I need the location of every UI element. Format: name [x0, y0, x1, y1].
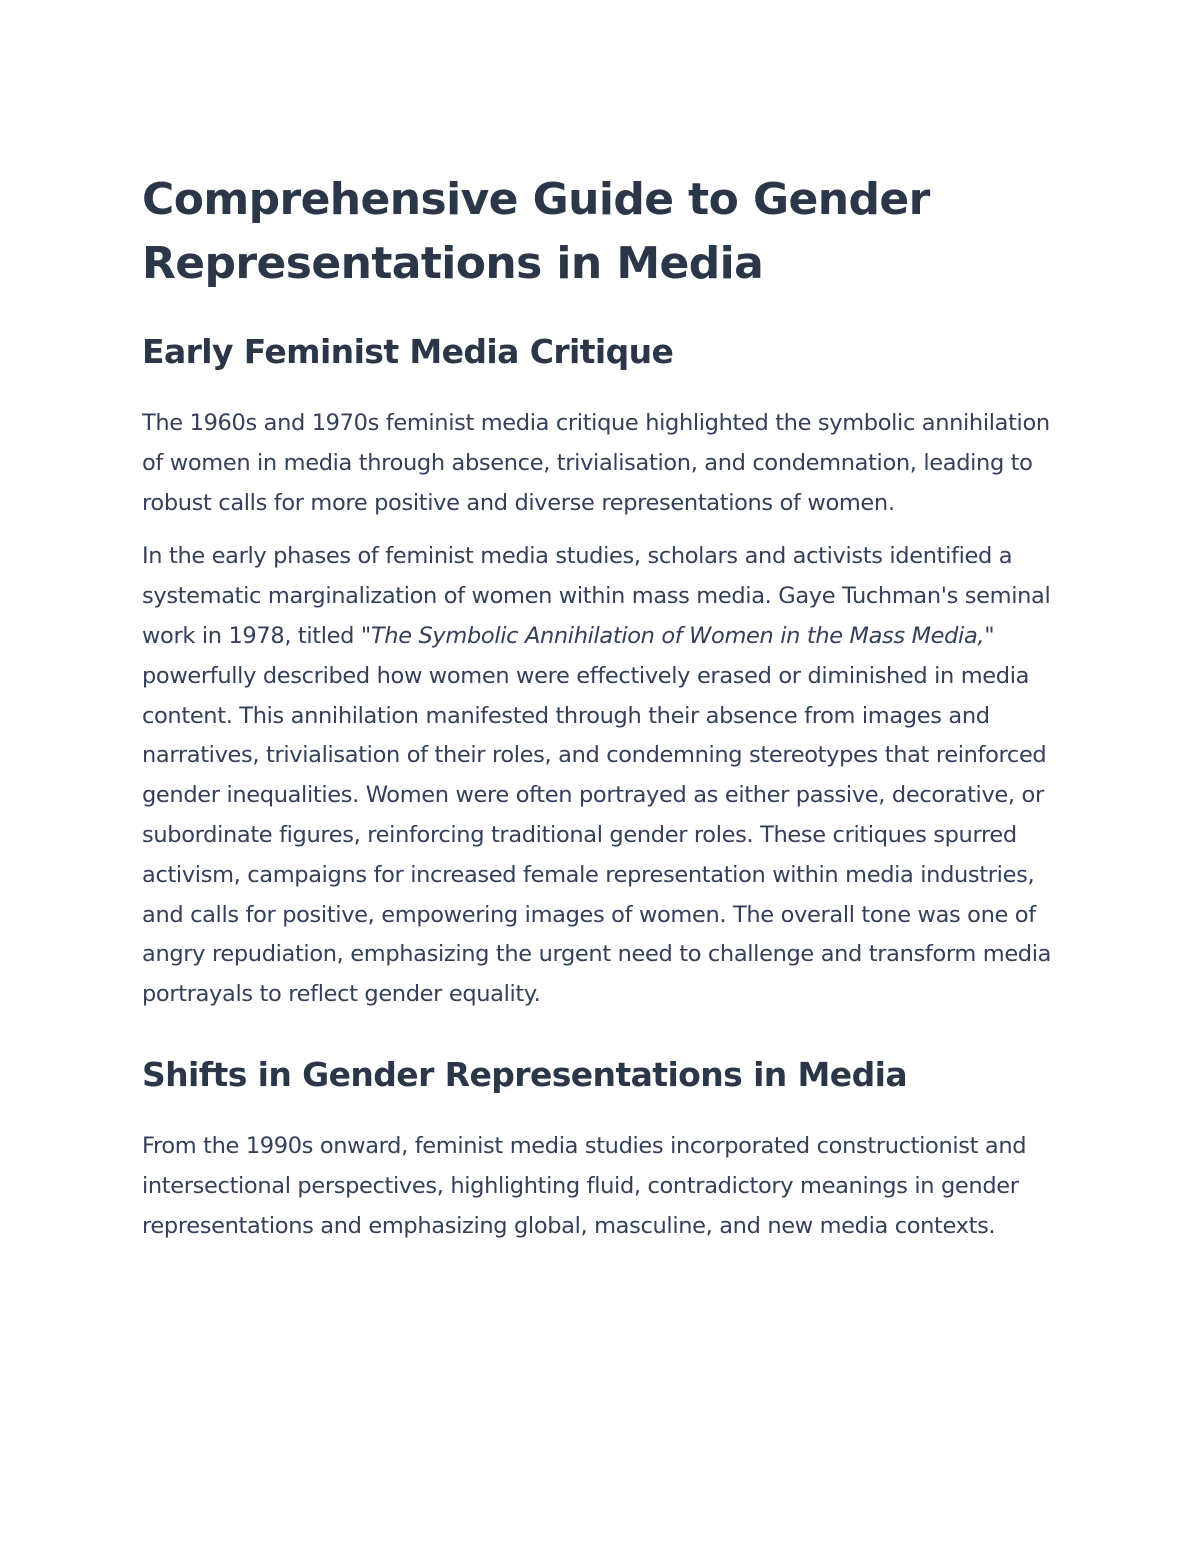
section-body-paragraph — [142, 537, 1062, 1015]
body-text-before-title: In the early phases of feminist media studies, scholars and activists identified a systematic marginalization of women within mass media. Gaye Tuchman's seminal work in 1978, titled — [142, 543, 1051, 649]
document-page — [142, 168, 1062, 1246]
cited-work-title: "The Symbolic Annihilation of Women in the Mass Media," — [360, 622, 995, 649]
document-title: Comprehensive Guide to Gender Representations in Media — [142, 174, 930, 289]
section-heading-early-feminist-critique: Early Feminist Media Critique — [142, 332, 674, 371]
section-summary-paragraph: The 1960s and 1970s feminist media critique highlighted the symbolic annihilation of women in media through absence, trivialisation, and condemnation, leading to robust calls for more positive and diverse representations of women. — [142, 410, 1050, 516]
section-summary-paragraph: From the 1990s onward, feminist media studies incorporated constructionist and intersectional perspectives, highlighting fluid, contradictory meanings in gender representations and emphasizing global, masculine, and new media contexts. — [142, 1132, 1027, 1239]
section-heading-shifts-in-representation: Shifts in Gender Representations in Media — [142, 1054, 907, 1094]
body-text-after-title: powerfully described how women were effectively erased or diminished in media content. This annihilation manifested through their absence from images and narratives, trivialisation of their roles, and condemning stereotypes that reinforced gender inequalities. Women were often portrayed as either passive, decorative, or subordinate figures, reinforcing traditional gender roles. These critiques spurred activism, campaigns for increased female representation within media industries, and calls for positive, empowering images of women. The overall tone was one of angry repudiation, emphasizing the urgent need to challenge and transform media portrayals to reflect gender equality. — [142, 662, 1052, 1008]
